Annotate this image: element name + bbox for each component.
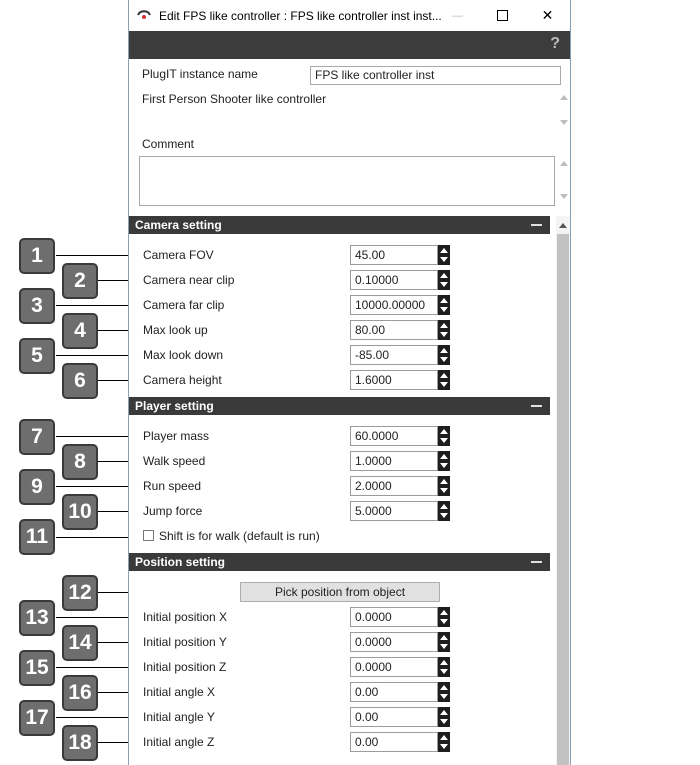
spinner-buttons[interactable] [438,245,450,265]
scroll-up-icon[interactable] [560,161,568,166]
callout-badge: 6 [62,363,98,399]
spin-down-icon[interactable] [440,307,448,312]
edit-dialog-window [128,0,571,765]
initial-position-y-label: Initial position Y [143,635,227,649]
player-mass-label: Player mass [143,429,210,443]
spin-up-icon[interactable] [440,504,448,509]
instance-description: First Person Shooter like controller [142,92,327,106]
spinner-buttons[interactable] [438,707,450,727]
spin-up-icon[interactable] [440,323,448,328]
callout-badge: 3 [19,288,55,324]
callout-badge: 13 [19,600,55,636]
scroll-down-icon[interactable] [560,120,568,125]
scroll-down-icon[interactable] [560,194,568,199]
spin-down-icon[interactable] [440,463,448,468]
spin-down-icon[interactable] [440,619,448,624]
scroll-up-icon[interactable] [559,223,567,228]
callout-badge: 14 [62,625,98,661]
spinner-value[interactable]: 60.0000 [350,426,438,446]
pick-position-button[interactable]: Pick position from object [240,582,440,602]
description-scrollbar[interactable] [557,92,571,130]
collapse-icon[interactable] [531,561,542,563]
spinner-value[interactable]: -85.00 [350,345,438,365]
app-logo-icon [137,9,151,21]
spin-down-icon[interactable] [440,669,448,674]
initial-angle-z-spinner[interactable] [350,732,450,752]
callout-badge: 16 [62,675,98,711]
spinner-value[interactable]: 0.00 [350,732,438,752]
instance-name-input[interactable]: FPS like controller inst [310,66,561,85]
spin-down-icon[interactable] [440,382,448,387]
spin-up-icon[interactable] [440,348,448,353]
spin-down-icon[interactable] [440,357,448,362]
spin-down-icon[interactable] [440,282,448,287]
spin-down-icon[interactable] [440,644,448,649]
collapse-icon[interactable] [531,224,542,226]
callout-badge: 8 [62,444,98,480]
callout-badge: 1 [19,238,55,274]
close-button[interactable] [525,0,570,31]
spinner-value[interactable]: 5.0000 [350,501,438,521]
camera-fov-spinner[interactable] [350,245,450,265]
spinner-value[interactable]: 80.00 [350,320,438,340]
spin-down-icon[interactable] [440,438,448,443]
initial-position-y-spinner[interactable] [350,632,450,652]
window-title: Edit FPS like controller : FPS like controller inst inst... [159,9,442,23]
callout-badge: 2 [62,263,98,299]
comment-label: Comment [142,137,195,151]
spinner-value[interactable]: 1.6000 [350,370,438,390]
run-speed-spinner[interactable] [350,476,450,496]
comment-textarea[interactable] [139,156,555,206]
spinner-buttons[interactable] [438,451,450,471]
comment-scrollbar[interactable] [557,156,571,206]
spinner-value[interactable]: 0.0000 [350,632,438,652]
spinner-buttons[interactable] [438,657,450,677]
initial-position-z-label: Initial position Z [143,660,227,674]
spin-down-icon[interactable] [440,488,448,493]
spin-up-icon[interactable] [440,273,448,278]
minimize-button[interactable] [435,0,480,31]
spin-down-icon[interactable] [440,257,448,262]
initial-angle-y-label: Initial angle Y [143,710,215,724]
scroll-up-icon[interactable] [560,95,568,100]
callout-badge: 11 [19,519,55,555]
scrollbar-thumb[interactable] [557,234,569,765]
spin-down-icon[interactable] [440,694,448,699]
callout-badge: 10 [62,494,98,530]
instance-name-label: PlugIT instance name [142,67,258,81]
spin-up-icon[interactable] [440,454,448,459]
walk-speed-spinner[interactable] [350,451,450,471]
run-speed-label: Run speed [143,479,202,493]
spinner-buttons[interactable] [438,345,450,365]
jump-force-label: Jump force [143,504,203,518]
spin-up-icon[interactable] [440,660,448,665]
spin-up-icon[interactable] [440,479,448,484]
callout-badge: 5 [19,338,55,374]
jump-force-spinner[interactable] [350,501,450,521]
camera-far-clip-label: Camera far clip [143,298,225,312]
camera-far-clip-spinner[interactable] [350,295,450,315]
section-header-position[interactable] [129,553,550,571]
spinner-value[interactable]: 0.00 [350,707,438,727]
help-icon[interactable]: ? [550,35,560,52]
spinner-buttons[interactable] [438,295,450,315]
camera-near-clip-label: Camera near clip [143,273,235,287]
callout-badge: 4 [62,313,98,349]
initial-angle-y-spinner[interactable] [350,707,450,727]
spinner-buttons[interactable] [438,476,450,496]
max-look-up-spinner[interactable] [350,320,450,340]
spinner-buttons[interactable] [438,370,450,390]
callout-badge: 15 [19,650,55,686]
callout-badge: 17 [19,700,55,736]
collapse-icon[interactable] [531,405,542,407]
section-title: Position setting [135,555,225,569]
spin-up-icon[interactable] [440,610,448,615]
title-bar[interactable] [129,0,570,31]
section-title: Player setting [135,399,214,413]
initial-angle-x-spinner[interactable] [350,682,450,702]
spin-down-icon[interactable] [440,719,448,724]
spin-up-icon[interactable] [440,685,448,690]
camera-near-clip-spinner[interactable] [350,270,450,290]
camera-height-label: Camera height [143,373,222,387]
initial-position-x-label: Initial position X [143,610,228,624]
spinner-value[interactable]: 10000.00000 [350,295,438,315]
initial-position-z-spinner[interactable] [350,657,450,677]
spin-up-icon[interactable] [440,298,448,303]
close-icon: ✕ [541,7,554,23]
spin-up-icon[interactable] [440,248,448,253]
spinner-value[interactable]: 0.0000 [350,657,438,677]
player-mass-spinner[interactable] [350,426,450,446]
callout-badge: 12 [62,575,98,611]
main-scrollbar[interactable] [556,216,570,765]
max-look-up-label: Max look up [143,323,208,337]
spin-up-icon[interactable] [440,429,448,434]
spinner-buttons[interactable] [438,501,450,521]
spinner-value[interactable]: 0.00 [350,682,438,702]
callout-badge: 18 [62,725,98,761]
spinner-buttons[interactable] [438,270,450,290]
spinner-buttons[interactable] [438,632,450,652]
maximize-button[interactable] [480,0,525,31]
max-look-down-spinner[interactable] [350,345,450,365]
spin-down-icon[interactable] [440,744,448,749]
spinner-value[interactable]: 1.0000 [350,451,438,471]
section-header-camera[interactable] [129,216,550,234]
spinner-buttons[interactable] [438,426,450,446]
max-look-down-label: Max look down [143,348,224,362]
spinner-value[interactable]: 45.00 [350,245,438,265]
spin-up-icon[interactable] [440,635,448,640]
spinner-buttons[interactable] [438,682,450,702]
spinner-buttons[interactable] [438,607,450,627]
spin-down-icon[interactable] [440,332,448,337]
spinner-value[interactable]: 0.0000 [350,607,438,627]
callout-badge: 7 [19,419,55,455]
spinner-buttons[interactable] [438,320,450,340]
walk-speed-label: Walk speed [143,454,206,468]
spin-up-icon[interactable] [440,735,448,740]
spin-up-icon[interactable] [440,710,448,715]
minimize-icon: — [452,9,463,22]
spinner-value[interactable]: 2.0000 [350,476,438,496]
shift-walk-checkbox[interactable] [143,530,154,541]
section-title: Camera setting [135,218,222,232]
initial-position-x-spinner[interactable] [350,607,450,627]
spin-down-icon[interactable] [440,513,448,518]
initial-angle-x-label: Initial angle X [143,685,216,699]
section-header-player[interactable] [129,397,550,415]
maximize-icon [497,10,508,21]
callout-badge: 9 [19,469,55,505]
camera-fov-label: Camera FOV [143,248,214,262]
toolbar [129,31,570,59]
spinner-buttons[interactable] [438,732,450,752]
spinner-value[interactable]: 0.10000 [350,270,438,290]
camera-height-spinner[interactable] [350,370,450,390]
shift-walk-label: Shift is for walk (default is run) [159,529,320,543]
initial-angle-z-label: Initial angle Z [143,735,215,749]
spin-up-icon[interactable] [440,373,448,378]
